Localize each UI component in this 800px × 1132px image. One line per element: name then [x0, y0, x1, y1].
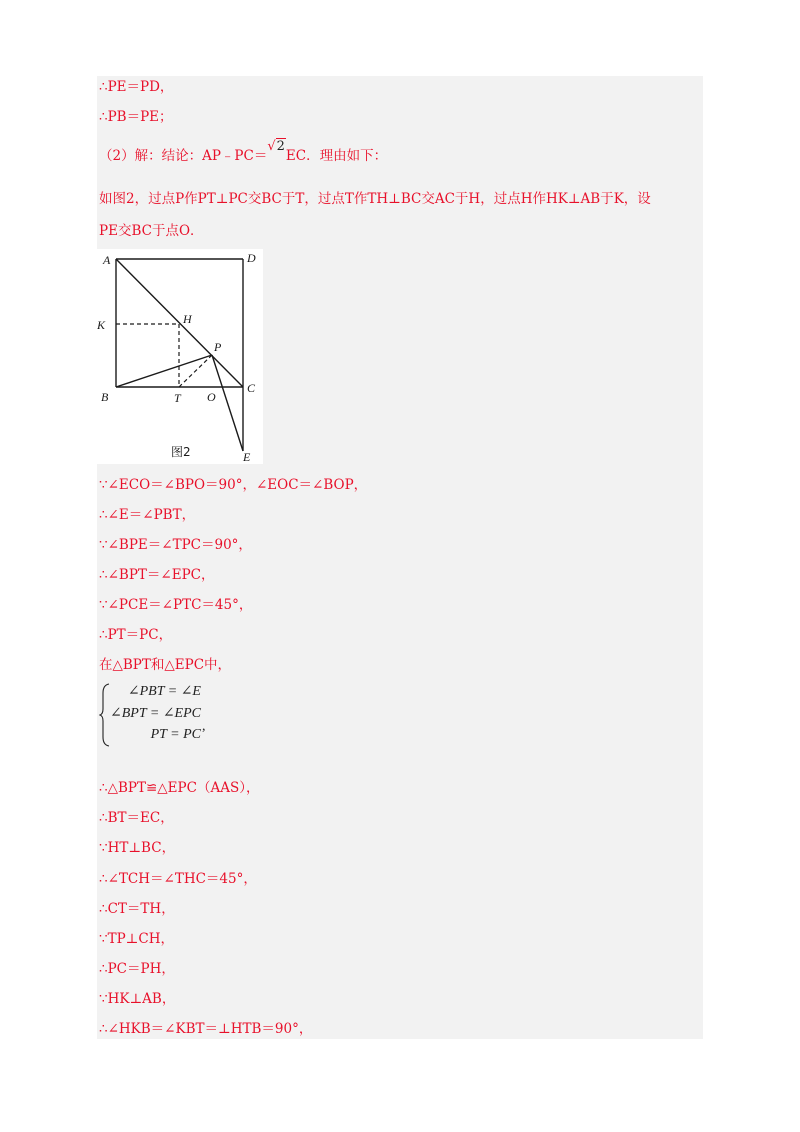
proof-line-13: ∴△BPT≌△EPC（AAS），	[99, 780, 260, 796]
proof-line-16: ∴∠TCH＝∠THC＝45°，	[99, 871, 257, 887]
label-a: A	[103, 253, 111, 267]
proof-line-6: ∵∠ECO＝∠BPO＝90°，∠EOC＝∠BOP，	[99, 477, 368, 493]
conclusion-suffix: EC．理由如下：	[285, 148, 388, 164]
proof-line-17: ∴CT＝TH，	[99, 901, 175, 917]
proof-line-2: ∴PB＝PE；	[99, 109, 173, 125]
proof-line-19: ∴PC＝PH，	[99, 961, 175, 977]
label-t: T	[174, 391, 181, 405]
proof-line-10: ∵∠PCE＝∠PTC＝45°，	[99, 597, 253, 613]
proof-line-11: ∴PT＝PC，	[99, 627, 173, 643]
proof-line-21: ∴∠HKB＝∠KBT＝⊥HTB＝90°，	[99, 1021, 313, 1037]
proof-line-14: ∴BT＝EC，	[99, 810, 174, 826]
system-row-1: ∠PBT = ∠E	[127, 684, 201, 699]
proof-line-15: ∵HT⊥BC，	[99, 840, 176, 856]
label-e: E	[243, 450, 251, 464]
proof-line-18: ∵TP⊥CH，	[99, 931, 174, 947]
proof-line-1: ∴PE＝PD，	[99, 79, 174, 95]
figure-caption: 图2	[171, 445, 191, 459]
system-row-2: ∠BPT = ∠EPC	[110, 706, 201, 721]
proof-line-3	[99, 139, 388, 166]
label-b: B	[101, 390, 109, 404]
proof-line-5: PE交BC于点O．	[99, 223, 204, 239]
sqrt-radicand: 2	[276, 139, 285, 154]
system-trailing-comma: ,	[202, 719, 206, 734]
label-o: O	[207, 390, 216, 404]
proof-line-9: ∴∠BPT＝∠EPC，	[99, 567, 215, 583]
system-row-3: PT = PC	[150, 727, 201, 742]
proof-line-8: ∵∠BPE＝∠TPC＝90°，	[99, 537, 252, 553]
equation-system	[99, 683, 239, 747]
proof-line-12: 在△BPT和△EPC中，	[99, 657, 232, 673]
conclusion-prefix: （2）解：结论：AP﹣PC＝	[99, 148, 268, 164]
sqrt-expression: √2	[267, 139, 285, 154]
label-c: C	[247, 381, 256, 395]
label-p: P	[214, 340, 222, 354]
segment-bp	[116, 355, 212, 387]
content-panel	[97, 76, 703, 1039]
label-d: D	[247, 251, 256, 265]
segment-pe	[212, 355, 243, 451]
geometry-figure	[97, 249, 263, 464]
proof-line-7: ∴∠E＝∠PBT，	[99, 507, 196, 523]
label-k: K	[97, 318, 106, 332]
figure-svg	[97, 249, 263, 464]
label-h: H	[183, 312, 192, 326]
proof-line-4: 如图2，过点P作PT⊥PC交BC于T，过点T作TH⊥BC交AC于H，过点H作HK⊥AB于K，设	[99, 191, 651, 207]
proof-line-20: ∵HK⊥AB，	[99, 991, 176, 1007]
